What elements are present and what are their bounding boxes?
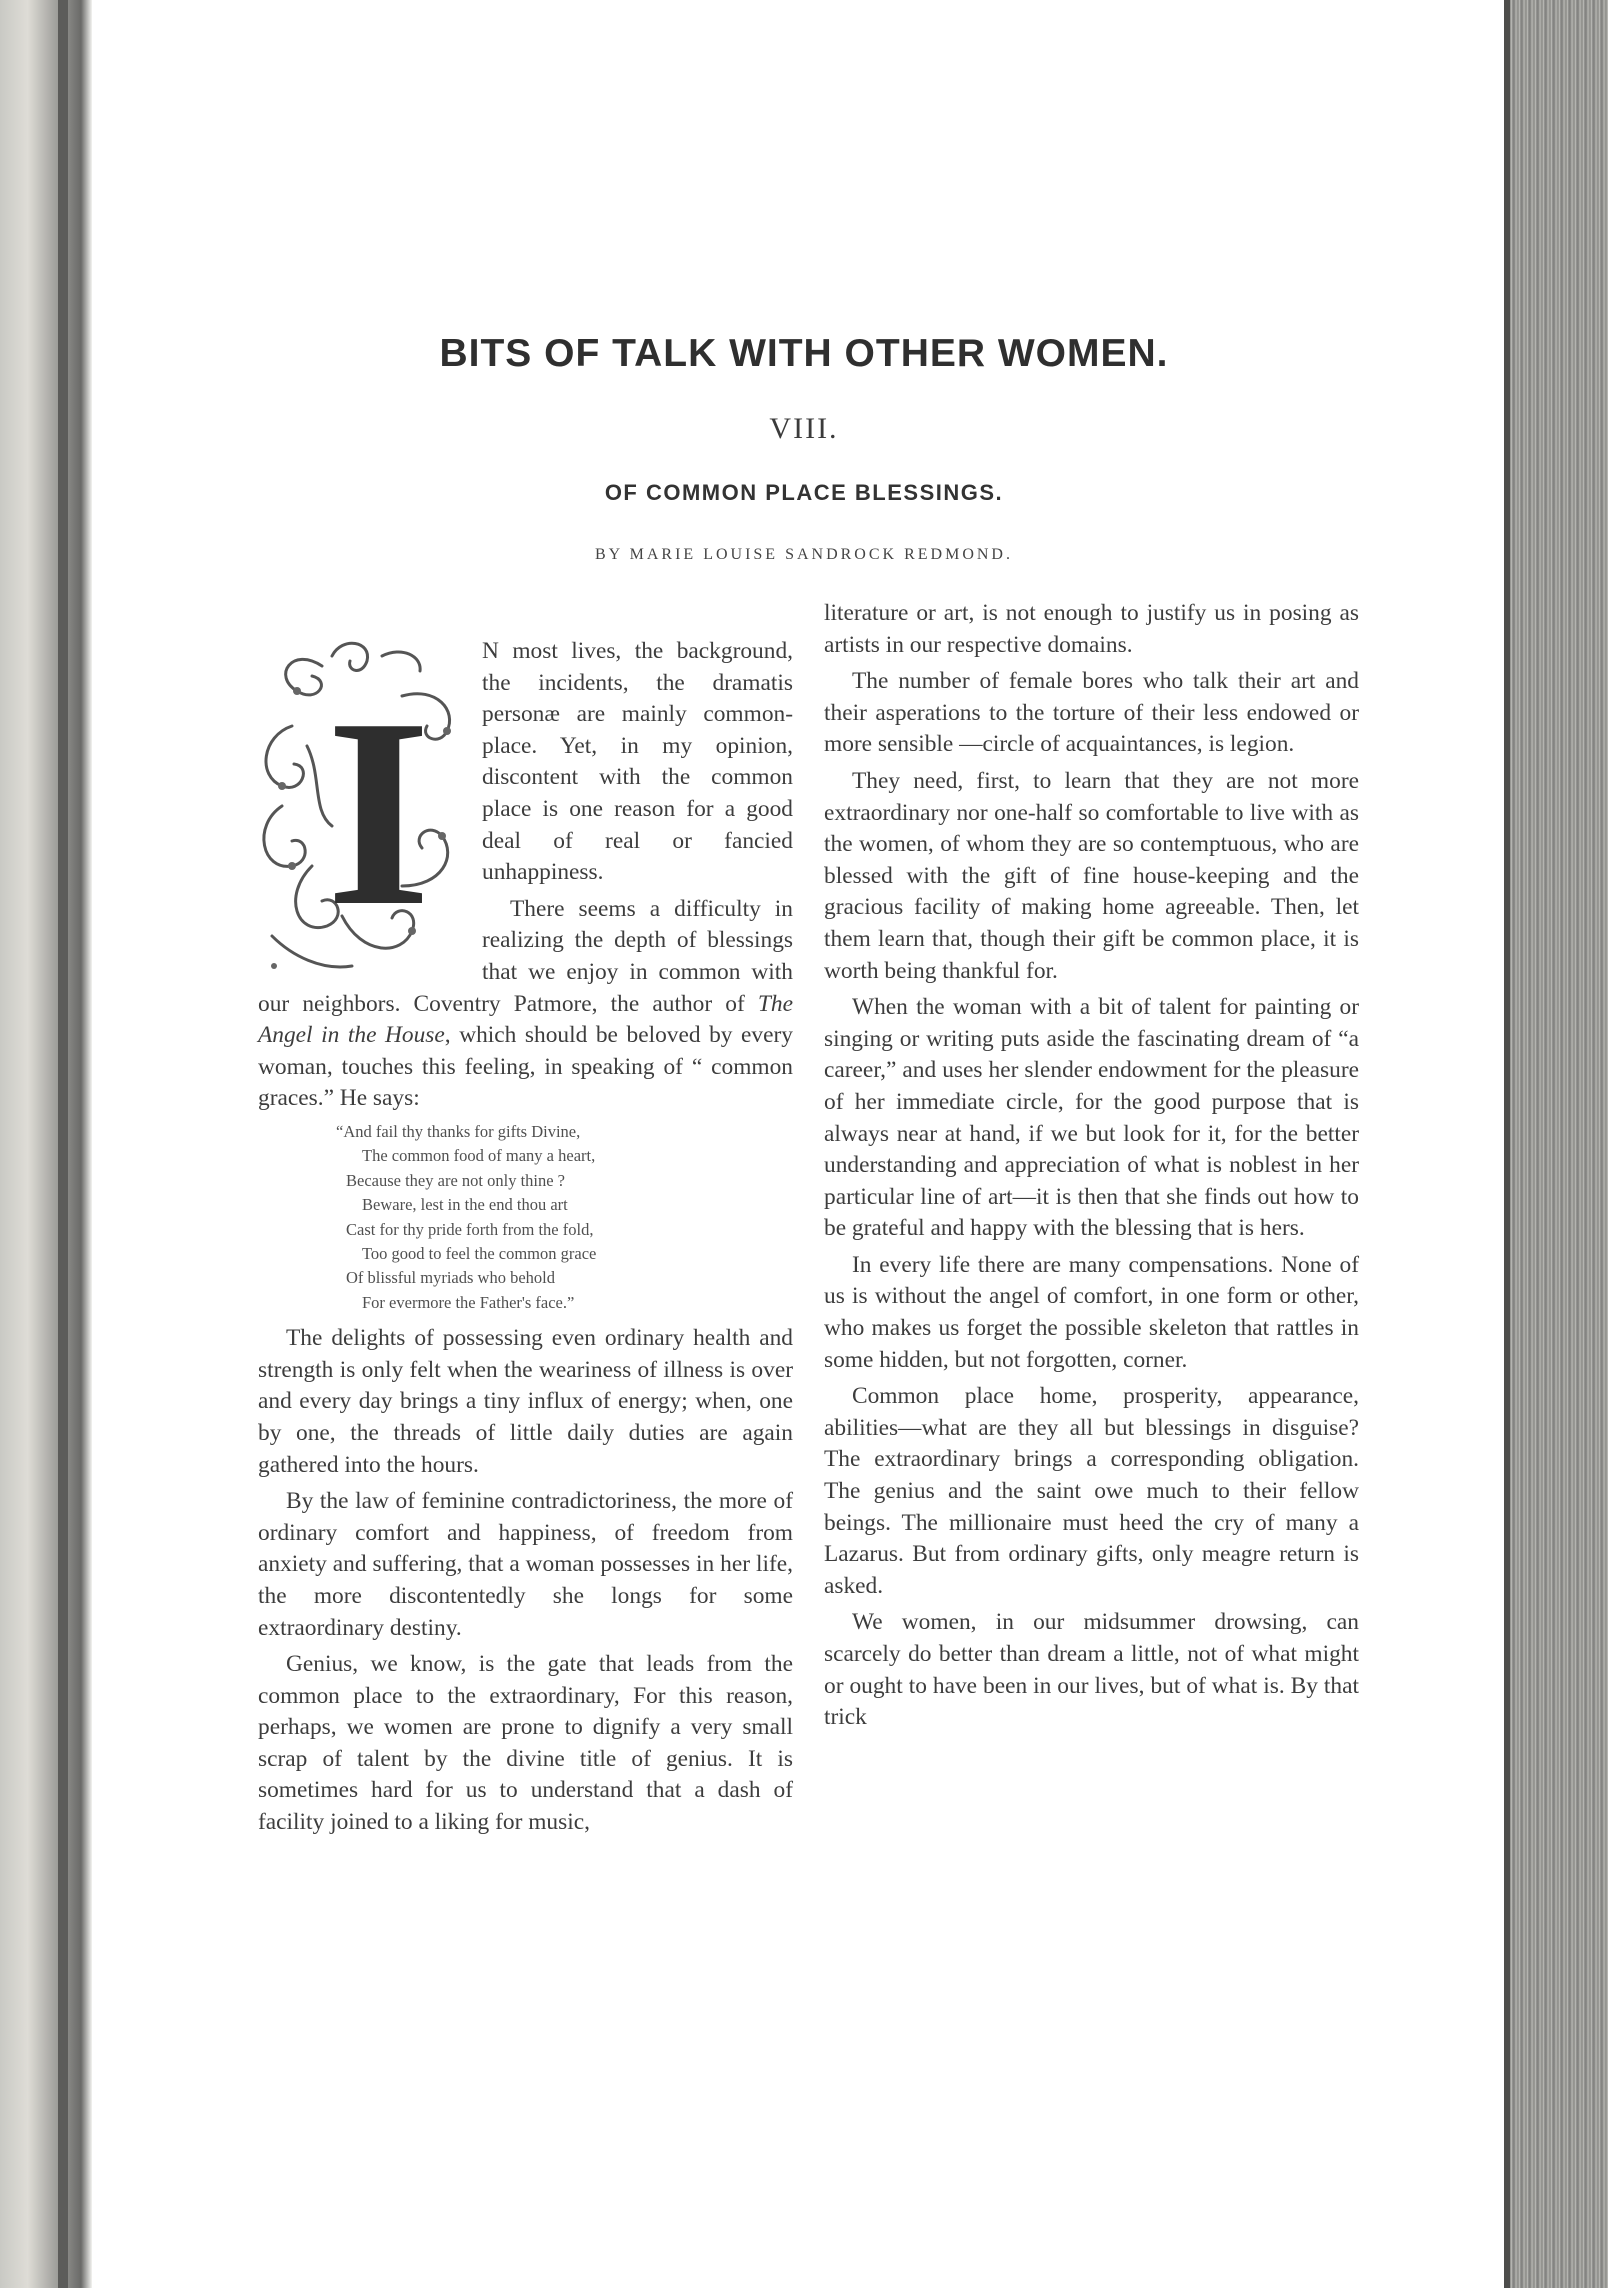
ornate-initial xyxy=(252,636,474,986)
article-subtitle: OF COMMON PLACE BLESSINGS. xyxy=(604,480,1004,505)
poem-line: The common food of many a heart, xyxy=(362,1146,596,1166)
paragraph: The delights of possessing even ordinary health and strength is only felt when the weariness of illness is over and every day brings a tiny influx of energy; when, one by one, the threads of little daily duties are again gathered into the hours. xyxy=(258,1325,793,1478)
paragraph: There seems a difficulty in realizing the depth of blessings that we enjoy in common with our neighbors. Coventry Patmore, the author of The Angel in the House, which should be beloved by every woman, touches this feeling, in speaking of “ common graces.” He says: xyxy=(258,895,793,1112)
poem-quote xyxy=(258,1120,793,1315)
dropcap-letter: I xyxy=(326,663,432,962)
book-title: The Angel in the House xyxy=(258,990,793,1049)
paragraph: In every life there are many compensations. None of us is without the angel of comfort, in one form or other, who makes us forget the possible skeleton that rattles in some hidden, but not forgotten, corner. xyxy=(824,1251,1359,1373)
right-column xyxy=(824,598,1359,1739)
poem-line: Beware, lest in the end thou art xyxy=(362,1195,568,1215)
paragraph: We women, in our midsummer drowsing, can scarcely do better than dream a little, not of what might or ought to have been in our lives, but of what is. By that trick xyxy=(824,1609,1359,1731)
poem-line: For evermore the Father's face.” xyxy=(362,1292,575,1312)
paragraph: They need, first, to learn that they are not more extraordinary nor one-half so comfortable to live with as the women, of whom they are so contemptuous, who are blessed with the gift of fine house-keeping and the gracious facility of making home agreeable. Then, let them learn that, though their gift be common place, it is worth being thankful for. xyxy=(824,767,1359,984)
paragraph: By the law of feminine contradictoriness, the more of ordinary comfort and happiness, of freedom from anxiety and suffering, that a woman possesses in her life, the more discontentedly she longs for some extraordinary destiny. xyxy=(258,1488,793,1641)
left-column xyxy=(258,636,793,1844)
poem-line: Cast for thy pride forth from the fold, xyxy=(346,1219,594,1239)
paragraph: The number of female bores who talk their art and their asperations to the torture of their less endowed or more sensible —circle of acquaintances, is legion. xyxy=(824,668,1359,758)
paragraph: When the woman with a bit of talent for painting or singing or writing puts aside the fascinating dream of “a career,” and uses her slender endowment for the pleasure of her immediate circle, for the good purpose that is always near at hand, if we but look for it, for the better understanding and appreciation of what is noblest in her particular line of art—it is then that she finds out how to be grateful and happy with the blessing that is hers. xyxy=(824,994,1359,1242)
paragraph: N most lives, the background, the incidents, the dramatis personæ are mainly common-place. Yet, in my opinion, discontent with the common place is one reason for a good deal of real or fancied unhappiness. xyxy=(482,638,793,886)
poem-line: Too good to feel the common grace xyxy=(362,1243,597,1263)
poem-line: Because they are not only thine ? xyxy=(346,1170,566,1190)
author-byline: BY MARIE LOUISE SANDROCK REDMOND. xyxy=(595,546,1013,563)
article-title: BITS OF TALK WITH OTHER WOMEN. xyxy=(439,332,1169,375)
poem-line: “And fail thy thanks for gifts Divine, xyxy=(336,1121,581,1141)
paragraph: literature or art, is not enough to justify us in posing as artists in our respective domains. xyxy=(824,600,1359,658)
paragraph: Genius, we know, is the gate that leads from the common place to the extraordinary, For this reason, perhaps, we women are prone to dignify a very small scrap of talent by the divine title of genius. It is sometimes hard for us to understand that a dash of facility joined to a liking for music, xyxy=(258,1651,793,1836)
series-number: VIII. xyxy=(769,412,839,445)
paragraph: Common place home, prosperity, appearance, abilities—what are they all but blessings in disguise? The extraordinary brings a corresponding obligation. The genius and the saint owe much to their fellow beings. The millionaire must heed the cry of many a Lazarus. But from ordinary gifts, only meagre return is asked. xyxy=(824,1383,1359,1599)
poem-line: Of blissful myriads who behold xyxy=(346,1268,555,1288)
